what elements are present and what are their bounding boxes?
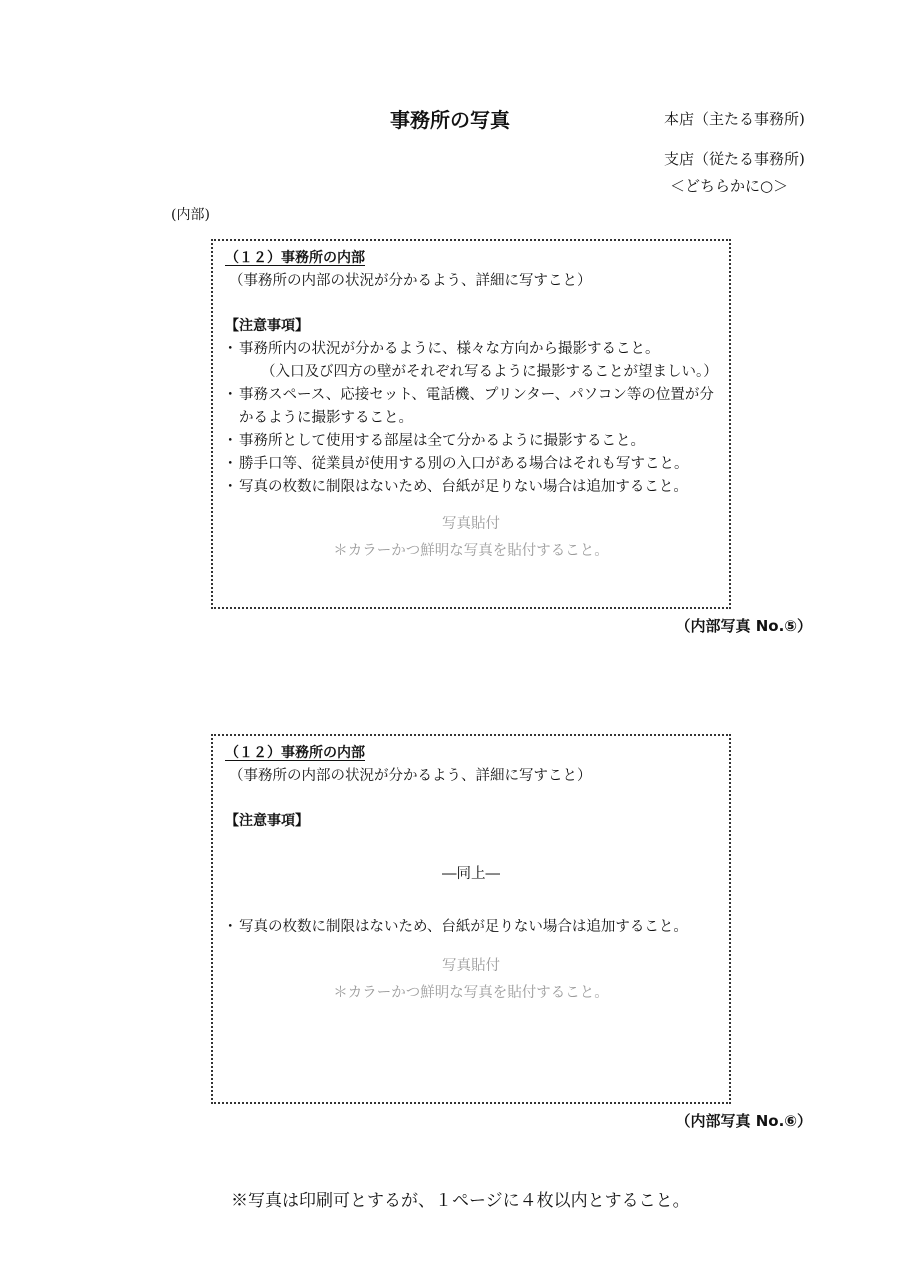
- note-item: ・ 写真の枚数に制限はないため、台紙が足りない場合は追加すること。: [213, 916, 729, 939]
- box-subtitle: （事務所の内部の状況が分かるよう、詳細に写すこと）: [229, 273, 592, 289]
- photo-placeholder-note: ＊カラーかつ鮮明な写真を貼付すること。: [333, 985, 609, 1001]
- photo-placeholder-label: 写真貼付: [442, 516, 500, 532]
- box-heading: （１２）事務所の内部: [225, 250, 365, 266]
- note-item: ・ 事務所内の状況が分かるように、様々な方向から撮影すること。: [213, 338, 729, 361]
- note-item: ・ 写真の枚数に制限はないため、台紙が足りない場合は追加すること。: [213, 476, 729, 499]
- office-type-instruction: ＜どちらかに○＞: [670, 177, 789, 195]
- office-type-branch: 支店（従たる事務所): [664, 150, 805, 168]
- photo-frame-6[interactable]: [211, 734, 731, 1104]
- section-label: (内部): [171, 207, 210, 223]
- notes-heading: 【注意事項】: [225, 813, 309, 829]
- same-as-above: ―同上―: [442, 866, 500, 882]
- photo-caption-6: （内部写真 No.⑥）: [675, 1112, 812, 1130]
- note-item: ・ 事務スペース、応接セット、電話機、プリンター、パソコン等の位置が分かるように撮影すること。: [213, 384, 729, 430]
- photo-caption-5: （内部写真 No.⑤）: [675, 617, 812, 635]
- page-title: 事務所の写真: [390, 108, 510, 132]
- note-item: ・ 勝手口等、従業員が使用する別の入口がある場合はそれも写すこと。: [213, 453, 729, 476]
- photo-placeholder-label: 写真貼付: [442, 958, 500, 974]
- photo-frame-5[interactable]: [211, 239, 731, 609]
- box-heading: （１２）事務所の内部: [225, 745, 365, 761]
- note-item-sub: （入口及び四方の壁がそれぞれ写るように撮影することが望ましい。）: [261, 364, 718, 380]
- notes-list: [213, 338, 729, 499]
- photo-placeholder-note: ＊カラーかつ鮮明な写真を貼付すること。: [333, 543, 609, 559]
- note-item: ・ 事務所として使用する部屋は全て分かるように撮影すること。: [213, 430, 729, 453]
- box-subtitle: （事務所の内部の状況が分かるよう、詳細に写すこと）: [229, 768, 592, 784]
- office-type-main: 本店（主たる事務所): [664, 110, 805, 128]
- notes-heading: 【注意事項】: [225, 318, 309, 334]
- footer-note: ※写真は印刷可とするが、１ページに４枚以内とすること。: [231, 1191, 690, 1211]
- notes-list: [213, 916, 729, 939]
